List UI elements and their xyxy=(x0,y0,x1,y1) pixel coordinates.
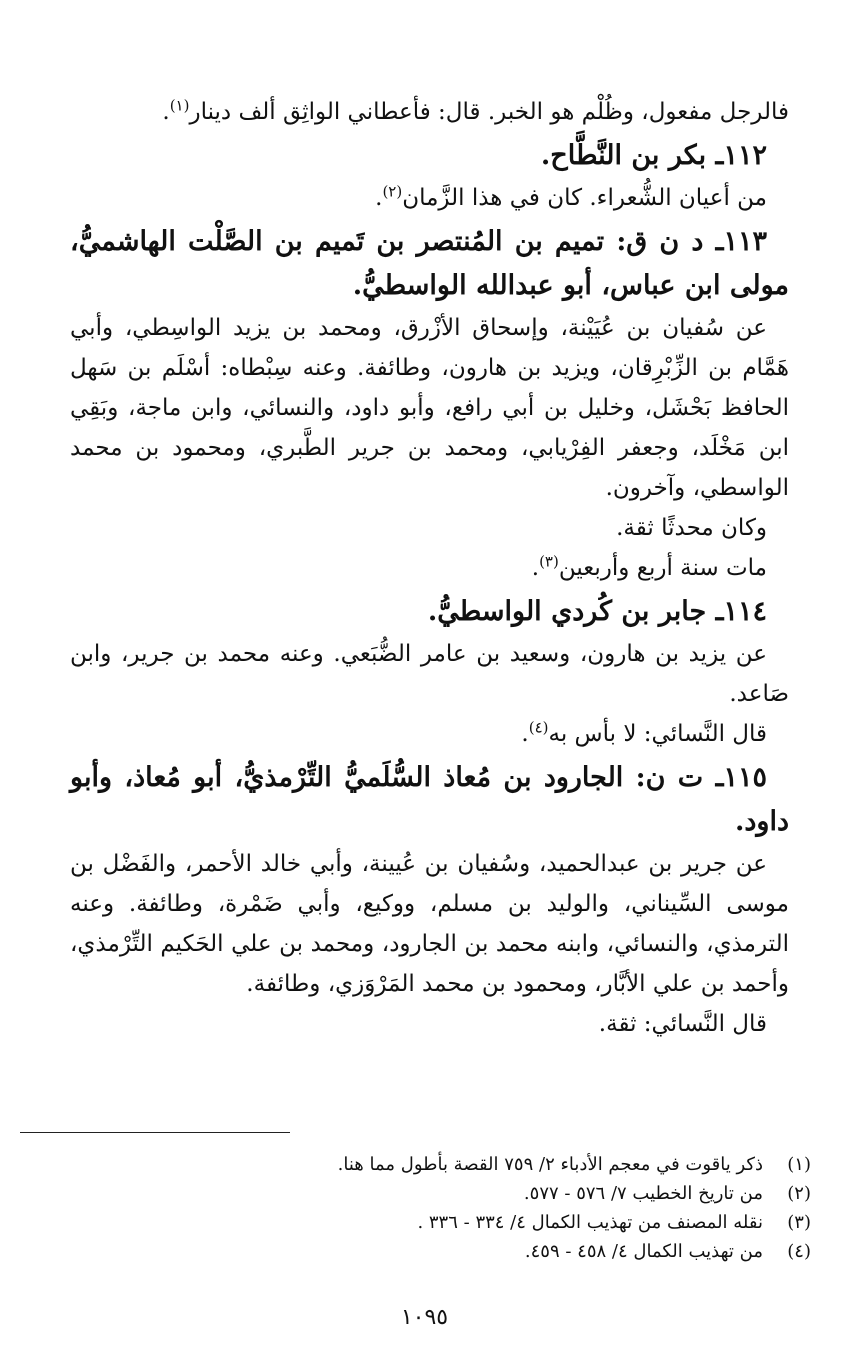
text-run: . xyxy=(531,555,540,581)
entry-heading-115: ١١٥ـ ت ن: الجارود بن مُعاذ السُّلَميُّ التِّرْمذيُّ، أبو مُعاذ، وأبو داود. xyxy=(70,762,789,837)
footnote-number: (٢) xyxy=(787,1183,811,1204)
text-run: . xyxy=(162,99,170,125)
footnote-ref[interactable]: (٢) xyxy=(382,182,403,201)
text-run: فالرجل مفعول، وظُلْم هو الخبر. قال: فأعطاني الواثِق ألف دينار xyxy=(189,99,789,125)
text-run: مات سنة أربع وأربعين xyxy=(558,555,767,581)
entry-heading-114: ١١٤ـ جابر بن كُردي الواسطيُّ. xyxy=(427,596,767,627)
entry-body-115: عن جرير بن عبدالحميد، وسُفيان بن عُيينة، وأبي خالد الأحمر، والفَضْل بن موسى السِّيناني، والوليد بن مسلم، ووكيع، وأبي ضَمْرة، وطائفة. وعنه الترمذي، والنسائي، وابنه محمد بن الجارود، ومحمد بن علي الحَكيم التِّرْمذي، وأحمد بن علي الأبَّار، ومحمود بن محمد المَرْوَزي، وطائفة. xyxy=(70,851,789,997)
footnote xyxy=(70,1179,811,1208)
text-run: من أعيان الشُّعراء. كان في هذا الزَّمان xyxy=(402,185,767,211)
text-run: . xyxy=(521,721,529,747)
entry-heading-113: ١١٣ـ د ن ق: تميم بن المُنتصر بن تَميم بن الصَّلْت الهاشميُّ، مولى ابن عباس، أبو عبدالله الواسطيُّ. xyxy=(70,226,789,301)
entry-heading-112: ١١٢ـ بكر بن النَّطَّاح. xyxy=(540,140,767,171)
footnote-text: نقله المصنف من تهذيب الكمال ٤/ ٣٣٤ - ٣٣٦ . xyxy=(417,1212,763,1233)
footnote xyxy=(70,1150,811,1179)
footnote-number: (٣) xyxy=(787,1212,811,1233)
footnote-text: ذكر ياقوت في معجم الأدباء ٢/ ٧٥٩ القصة بأطول مما هنا. xyxy=(337,1154,763,1175)
footnote-ref[interactable]: (٣) xyxy=(539,552,559,571)
footnote-divider xyxy=(20,1132,290,1133)
entry-body-114-b xyxy=(70,714,789,754)
footnote-number: (٤) xyxy=(787,1241,811,1262)
footnote-text: من تهذيب الكمال ٤/ ٤٥٨ - ٤٥٩. xyxy=(524,1241,763,1262)
footnote-ref[interactable]: (٤) xyxy=(528,718,549,737)
entry-body-113-c xyxy=(70,548,789,588)
entry-body-112 xyxy=(70,178,789,218)
footnote xyxy=(70,1208,811,1237)
entry-body-114: عن يزيد بن هارون، وسعيد بن عامر الضُّبَعي. وعنه محمد بن جرير، وابن صَاعد. xyxy=(70,641,789,707)
footnote-ref[interactable]: (١) xyxy=(169,96,190,115)
entry-body-113-b: وكان محدثًا ثقة. xyxy=(616,515,767,541)
footnotes xyxy=(70,1150,811,1266)
entry-body-115-b: قال النَّسائي: ثقة. xyxy=(598,1011,767,1037)
text-run: قال النَّسائي: لا بأس به xyxy=(548,721,767,747)
entry-body-113: عن سُفيان بن عُيَيْنة، وإسحاق الأزْرق، ومحمد بن يزيد الواسِطي، وأبي هَمَّام بن الزِّبْرِقان، ويزيد بن هارون، وطائفة. وعنه سِبْطاه: أسْلَم بن سَهل الحافظ بَحْشَل، وخليل بن أبي رافع، وأبو داود، والنسائي، وابن ماجة، وبَقِي ابن مَخْلَد، وجعفر الفِرْيابي، ومحمد بن جرير الطَّبري، ومحمود بن محمد الواسطي، وآخرون. xyxy=(70,315,789,501)
text-run: . xyxy=(375,185,383,211)
continuation-line xyxy=(70,92,789,132)
footnote xyxy=(70,1237,811,1266)
main-text xyxy=(70,92,789,1044)
page-number: ١٠٩٥ xyxy=(400,1305,449,1330)
footnote-text: من تاريخ الخطيب ٧/ ٥٧٦ - ٥٧٧. xyxy=(523,1183,763,1204)
footnote-number: (١) xyxy=(787,1154,811,1175)
